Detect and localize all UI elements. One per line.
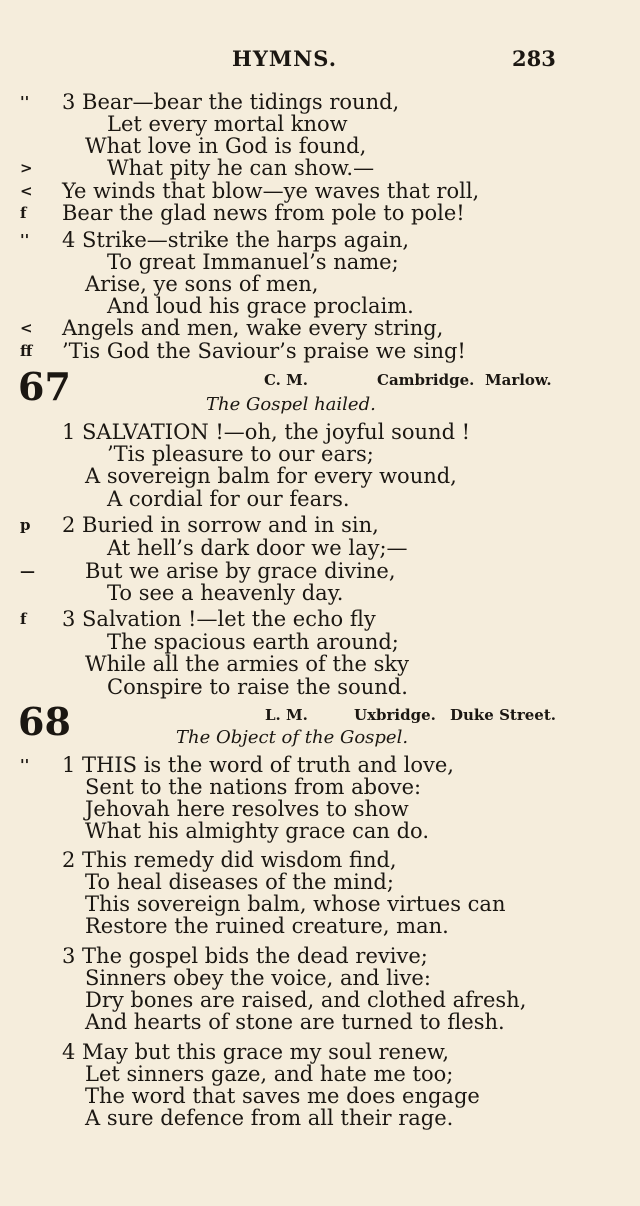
verse-line: 3 Salvation !—let the echo fly [62,607,376,631]
dynamics-mark: p [20,516,31,534]
hymn-number: 67 [18,364,71,409]
dynamics-mark: < [20,182,33,200]
verse-line: ’Tis pleasure to our ears; [107,442,374,466]
dynamics-mark: ff [20,342,33,360]
verse-line: 4 Strike—strike the harps again, [62,228,410,252]
verse-line: Conspire to raise the sound. [107,675,408,699]
verse-line: Sent to the nations from above: [85,775,422,799]
verse-line: ’Tis God the Saviour’s praise we sing! [62,339,466,363]
tune-name: Marlow. [485,371,552,389]
verse-line: Let every mortal know [107,112,348,136]
verse-line: A cordial for our fears. [107,487,350,511]
dynamics-mark: — [20,562,35,580]
verse-line: While all the armies of the sky [85,652,409,676]
verse-line: The spacious earth around; [107,630,399,654]
verse-line: 1 SALVATION !—oh, the joyful sound ! [62,420,471,444]
hymn-subtitle: The Gospel hailed. [206,394,376,415]
verse-line: Let sinners gaze, and hate me too; [85,1062,454,1086]
verse-line: And hearts of stone are turned to flesh. [85,1010,505,1034]
verse-line: 1 THIS is the word of truth and love, [62,753,454,777]
verse-line: To heal diseases of the mind; [85,870,394,894]
verse-line: This sovereign balm, whose virtues can [85,892,506,916]
verse-line: 4 May but this grace my soul renew, [62,1040,450,1064]
verse-line: What love in God is found, [85,134,367,158]
verse-line: 3 The gospel bids the dead revive; [62,944,428,968]
dynamics-mark: '' [20,231,30,249]
dynamics-mark: f [20,204,27,222]
verse-line: Jehovah here resolves to show [85,797,409,821]
tune-name: Uxbridge. [354,706,436,724]
page-number: 283 [512,46,556,71]
dynamics-mark: > [20,159,33,177]
verse-line: A sovereign balm for every wound, [85,464,457,488]
dynamics-mark: < [20,319,33,337]
dynamics-mark: f [20,610,27,628]
hymn-number: 68 [18,699,71,744]
verse-line: 2 Buried in sorrow and in sin, [62,513,379,537]
verse-line: 3 Bear—bear the tidings round, [62,90,400,114]
verse-line: Restore the ruined creature, man. [85,914,449,938]
verse-line: Bear the glad news from pole to pole! [62,201,465,225]
verse-line: Ye winds that blow—ye waves that roll, [62,179,480,203]
verse-line: And loud his grace proclaim. [107,294,414,318]
dynamics-mark: '' [20,756,30,774]
verse-line: Sinners obey the voice, and live: [85,966,431,990]
meter: L. M. [265,706,308,724]
verse-line: To great Immanuel’s name; [107,250,399,274]
tune-name: Duke Street. [450,706,556,724]
verse-line: Dry bones are raised, and clothed afresh, [85,988,527,1012]
dynamics-mark: '' [20,93,30,111]
meter: C. M. [264,371,308,389]
verse-line: A sure defence from all their rage. [85,1106,454,1130]
verse-line: At hell’s dark door we lay;— [107,536,408,560]
verse-line: 2 This remedy did wisdom find, [62,848,397,872]
verse-line: The word that saves me does engage [85,1084,480,1108]
verse-line: Angels and men, wake every string, [62,316,444,340]
verse-line: To see a heavenly day. [107,581,344,605]
verse-line: What pity he can show.— [107,156,375,180]
verse-line: What his almighty grace can do. [85,819,429,843]
tune-name: Cambridge. [377,371,475,389]
running-head: HYMNS. [232,46,338,71]
hymn-subtitle: The Object of the Gospel. [176,727,409,748]
verse-line: But we arise by grace divine, [85,559,396,583]
verse-line: Arise, ye sons of men, [85,272,319,296]
